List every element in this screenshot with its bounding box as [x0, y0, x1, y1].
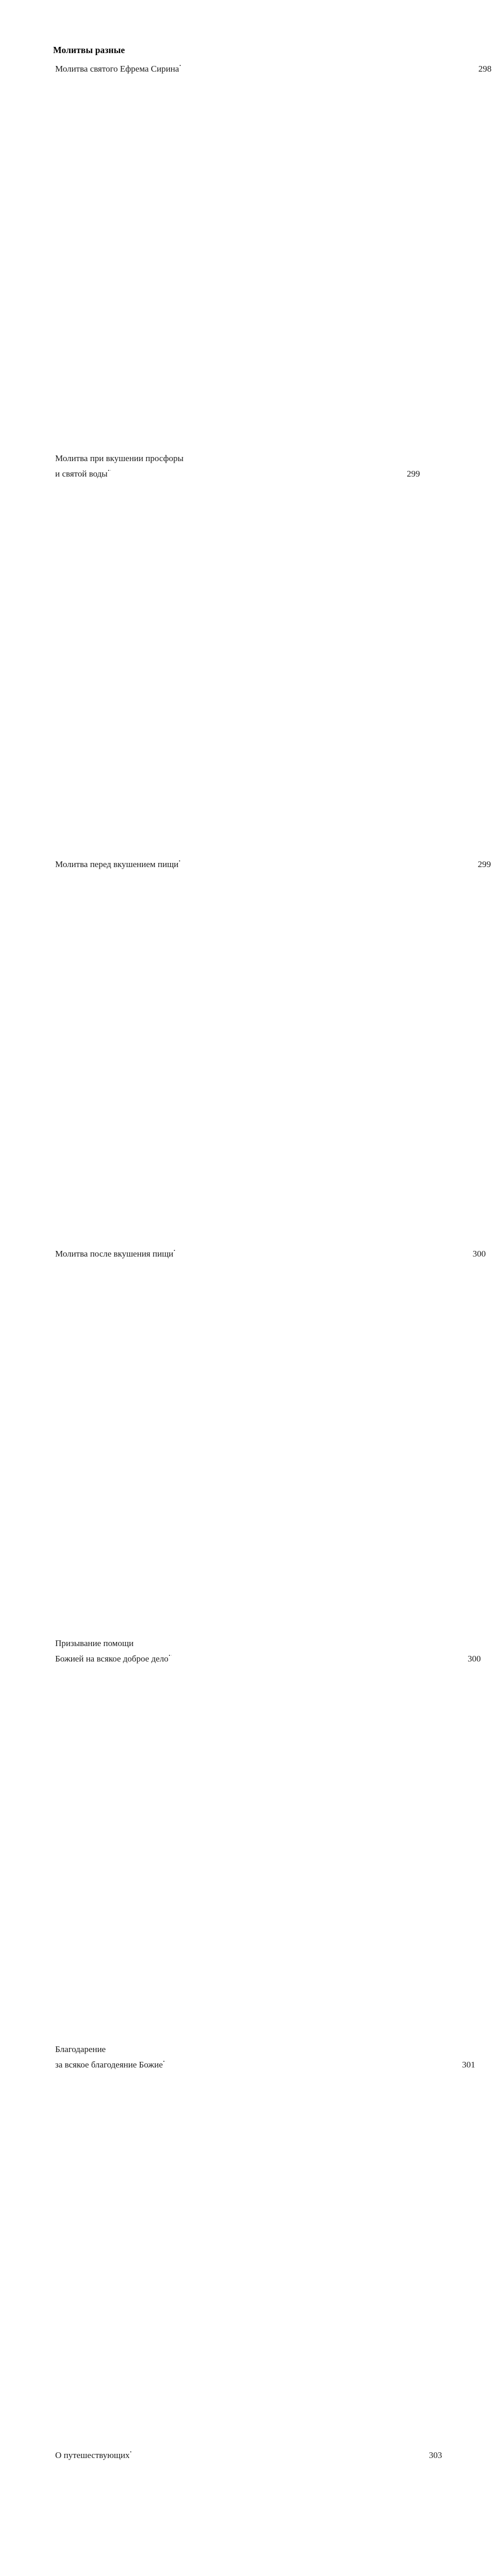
- toc-entry-title: Молитва перед вкушением пищи: [55, 859, 179, 869]
- toc-entry[interactable]: [53, 2042, 475, 2444]
- toc-page-number: 300: [176, 1246, 486, 1633]
- toc-entry-leader-row: [55, 2057, 475, 2444]
- table-of-contents: [53, 43, 492, 2576]
- toc-entry-title: Молитва после вкушения пищи: [55, 1249, 174, 1259]
- toc-entry[interactable]: [53, 451, 420, 853]
- toc-entry-line: Призывание помощи: [55, 1638, 134, 1648]
- toc-page-number: 299: [111, 466, 420, 853]
- toc-entry-title: за всякое благодеяние Божие: [55, 2060, 163, 2070]
- toc-entry-leader-row: [55, 857, 491, 1243]
- toc-entry-leader-row: [55, 466, 420, 853]
- toc-page-number: 298: [182, 61, 491, 448]
- toc-entry-line: Молитва при вкушении просфоры: [55, 453, 184, 463]
- toc-page-number: 300: [172, 1651, 481, 2038]
- toc-page-number: 299: [181, 857, 491, 1243]
- toc-entry-leader-row: [55, 61, 492, 448]
- toc-entry-title: О путешествующих: [55, 2450, 130, 2460]
- toc-entry[interactable]: [53, 1636, 481, 2038]
- toc-entry-leader-row: [55, 2448, 442, 2576]
- toc-entry-title: и святой воды: [55, 469, 108, 479]
- toc-page-number: 303: [132, 2448, 442, 2576]
- toc-entry-leader-row: [55, 1651, 481, 2038]
- toc-entry[interactable]: [53, 2448, 442, 2576]
- toc-entry-title: Молитва святого Ефрема Сирина: [55, 64, 179, 74]
- section-heading-molitvy-raznye: Молитвы разные: [53, 45, 125, 55]
- toc-entry[interactable]: [53, 61, 492, 448]
- toc-entry[interactable]: [53, 1246, 486, 1633]
- toc-page-number: 301: [166, 2057, 475, 2444]
- toc-entry-title: Божией на всякое доброе дело: [55, 1654, 169, 1664]
- toc-entry-leader-row: [55, 1246, 486, 1633]
- toc-entry[interactable]: [53, 857, 491, 1243]
- toc-entry-line: Благодарение: [55, 2044, 106, 2054]
- toc-entry-list: [53, 61, 492, 2576]
